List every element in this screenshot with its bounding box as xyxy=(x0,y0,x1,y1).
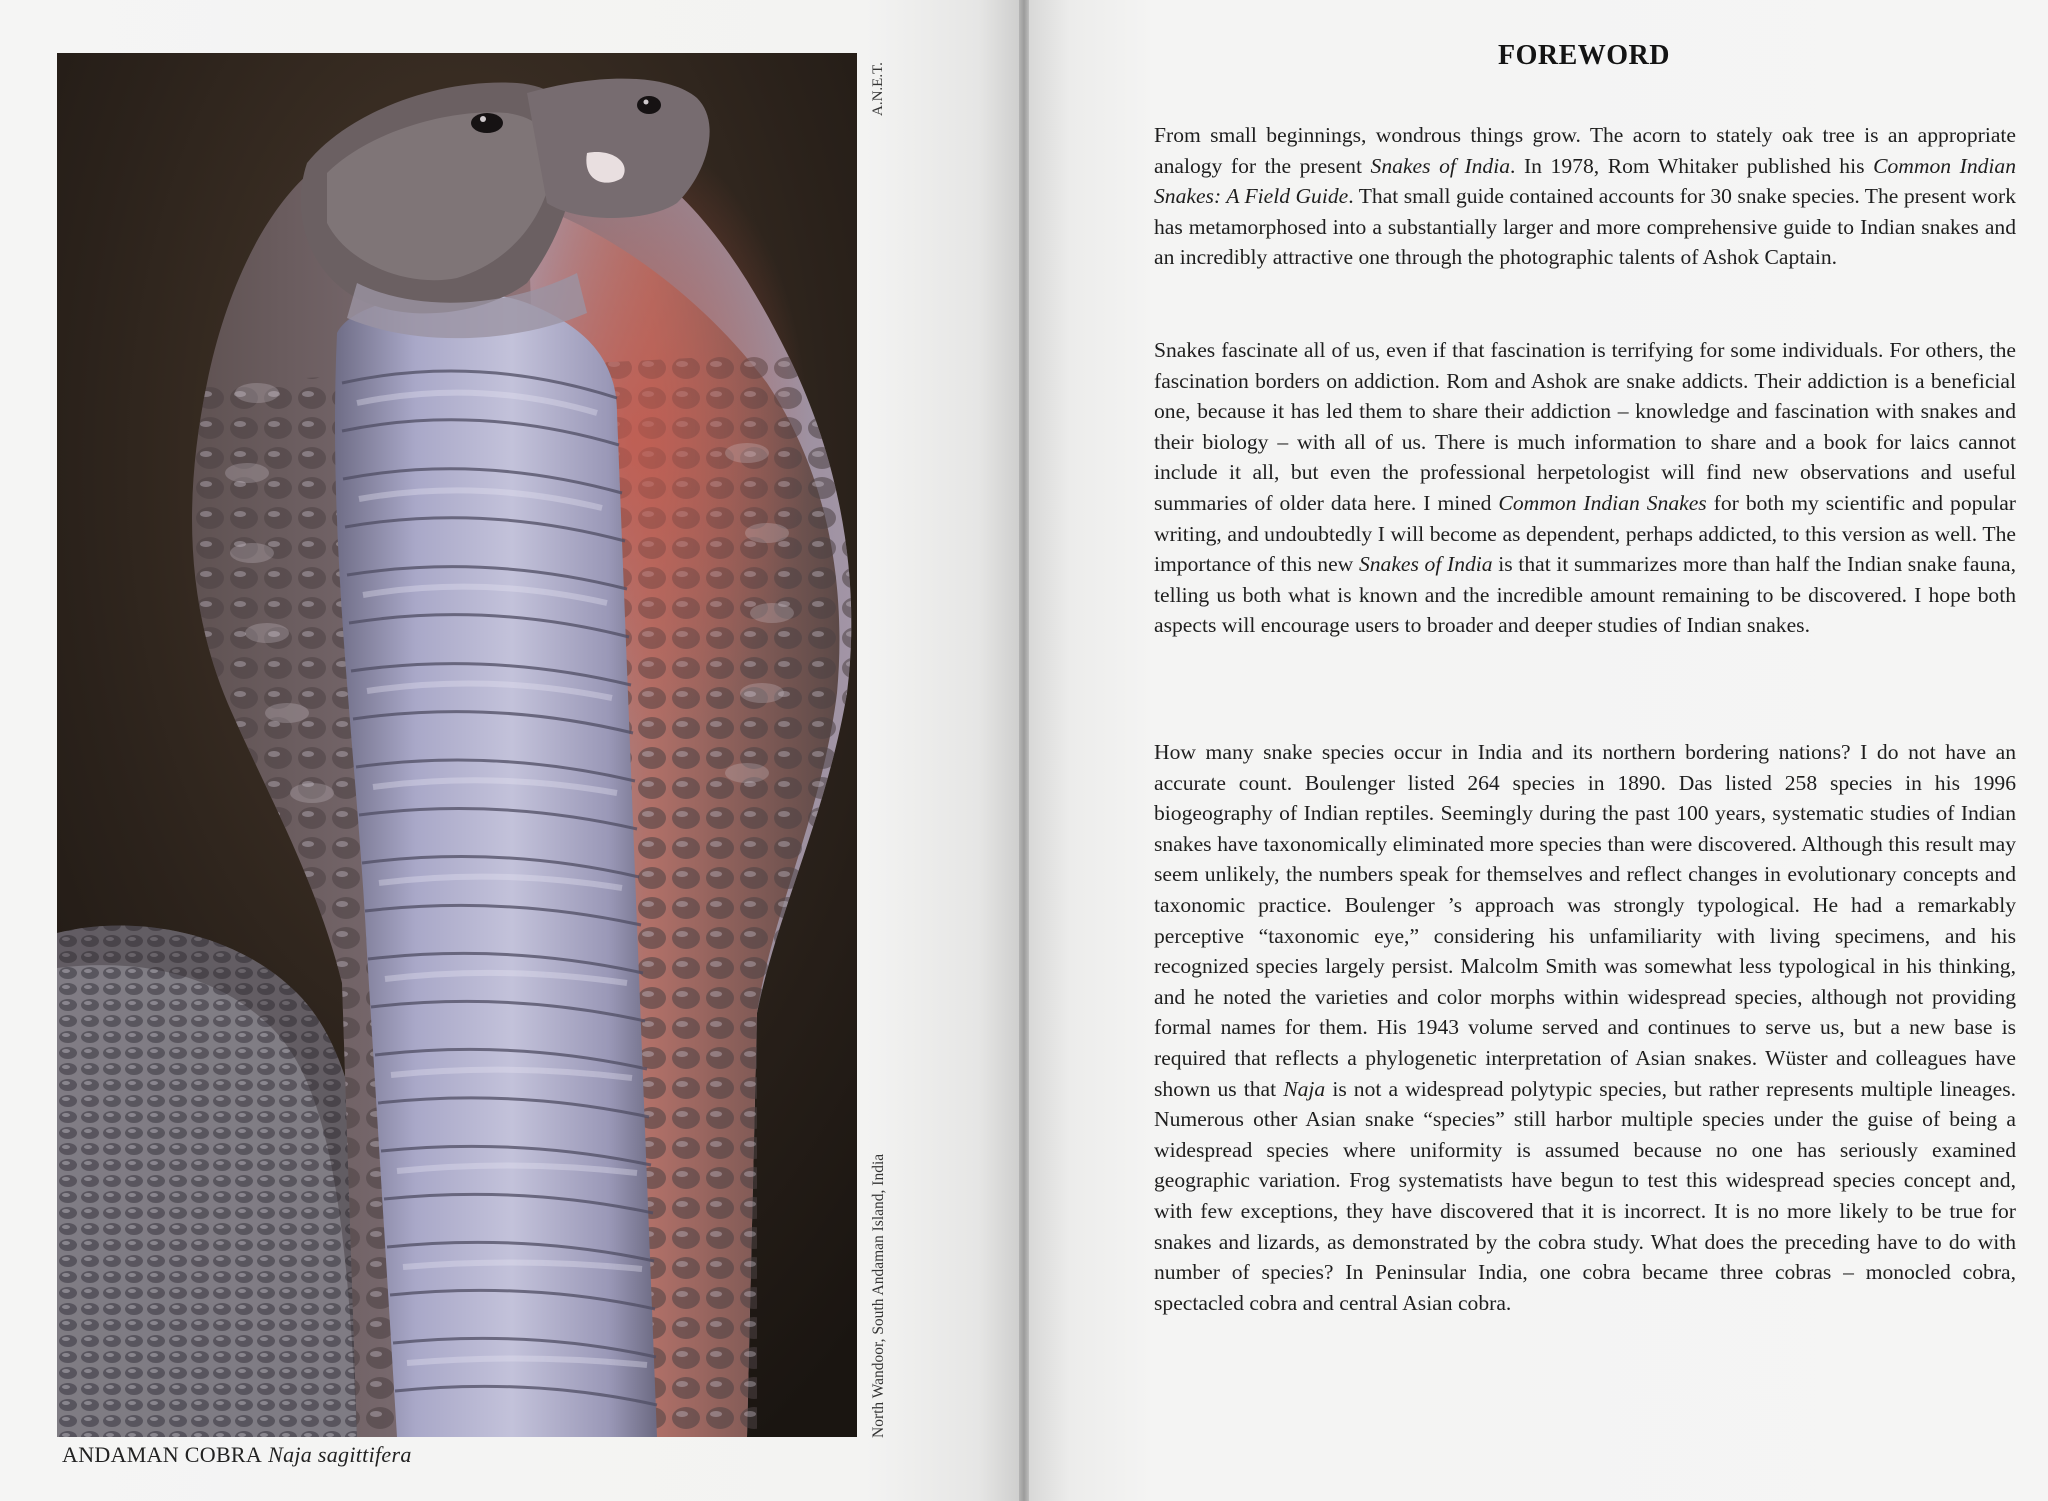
paragraph-text: Snakes fascinate all of us, even if that fascination is terrifying for some individuals. For others, the fascination borders on addiction. Rom and Ashok are snake addicts. Their addiction is a beneficial one, because it has led them to share their addiction – knowledge and fascination with snakes and their biology – with all of us. There is much information to share and a book for laics cannot include it all, but even the professional herpetologist will find new observations and useful summaries of older data here. I mined xyxy=(1154,338,2016,515)
caption-scientific-name: Naja sagittifera xyxy=(268,1442,412,1467)
paragraph-text: . In 1978, Rom Whitaker published his xyxy=(1510,153,1874,178)
book-gutter xyxy=(1019,0,1029,1501)
book-title-italic: Common Indian Snakes xyxy=(1498,490,1707,515)
caption-common-name: ANDAMAN COBRA xyxy=(62,1442,263,1467)
foreword-paragraph-3 xyxy=(1154,737,2016,1318)
left-page xyxy=(0,0,1019,1501)
andaman-cobra-photo xyxy=(57,53,857,1437)
book-title-italic: Snakes of India xyxy=(1370,153,1511,178)
right-page xyxy=(1029,0,2048,1501)
photo-credit-top: A.N.E.T. xyxy=(870,62,886,116)
photo-location-credit: North Wandoor, South Andaman Island, India xyxy=(870,1153,887,1438)
genus-name-italic: Naja xyxy=(1283,1076,1326,1101)
paragraph-text: is not a widespread polytypic species, but rather represents multiple lineages. Numerous other Asian snake “species” still harbor multiple species under the guise of being a widespread species where uniformity is assumed because no one has seriously examined geographic variation. Frog systematists have begun to test this widespread species concept and, with few exceptions, they have discovered that it is incorrect. It is no more likely to be true for snakes and lizards, as demonstrated by the cobra study. What does the preceding have to do with number of species? In Peninsular India, one cobra became three cobras – monocled cobra, spectacled cobra and central Asian cobra. xyxy=(1154,1076,2016,1315)
photo-caption xyxy=(62,1442,412,1468)
paragraph-text: From small beginnings, wondrous things grow. The acorn to stately oak tree is an appropriate analogy for the present xyxy=(1154,123,2016,178)
page-title: FOREWORD xyxy=(1498,40,1670,71)
paragraph-text: is that it summarizes more than half the Indian snake fauna, telling us both what is known and the incredible amount remaining to be discovered. I hope both aspects will encourage users to broader and deeper studies of Indian snakes. xyxy=(1154,552,2016,638)
book-title-italic: Common Indian Snakes: A Field Guide xyxy=(1154,153,2017,209)
paragraph-text: How many snake species occur in India and its northern bordering nations? I do not have an accurate count. Boulenger listed 264 species in 1890. Das listed 258 species in his 1996 biogeography of Indian reptiles. Seemingly during the past 100 years, systematic studies of Indian snakes have taxonomically eliminated more species than were discovered. Although this result may seem unlikely, the numbers speak for themselves and reflect changes in evolutionary concepts and taxonomic practice. Boulenger ’s approach was strongly typological. He had a remarkably perceptive “taxonomic eye,” considering his unfamiliarity with living specimens, and his recognized species largely persist. Malcolm Smith was somewhat less typological in his thinking, and he noted the varieties and color morphs within widespread species, although not providing formal names for them. His 1943 volume served and continues to serve us, but a new base is required that reflects a phylogenetic interpretation of Asian snakes. Wüster and colleagues have shown us that xyxy=(1154,740,2016,1101)
book-title-italic: Snakes of India xyxy=(1358,552,1493,577)
foreword-paragraph-1 xyxy=(1154,120,2016,273)
paragraph-text: for both my scientific and popular writing, and undoubtedly I will become as dependent, perhaps addicted, to this version as well. The importance of this new xyxy=(1154,490,2016,577)
foreword-paragraph-2 xyxy=(1154,335,2016,641)
paragraph-text: . That small guide contained accounts for 30 snake species. The present work has metamorphosed into a substantially larger and more comprehensive guide to Indian snakes and an incredibly attractive one through the photographic talents of Ashok Captain. xyxy=(1154,184,2017,270)
